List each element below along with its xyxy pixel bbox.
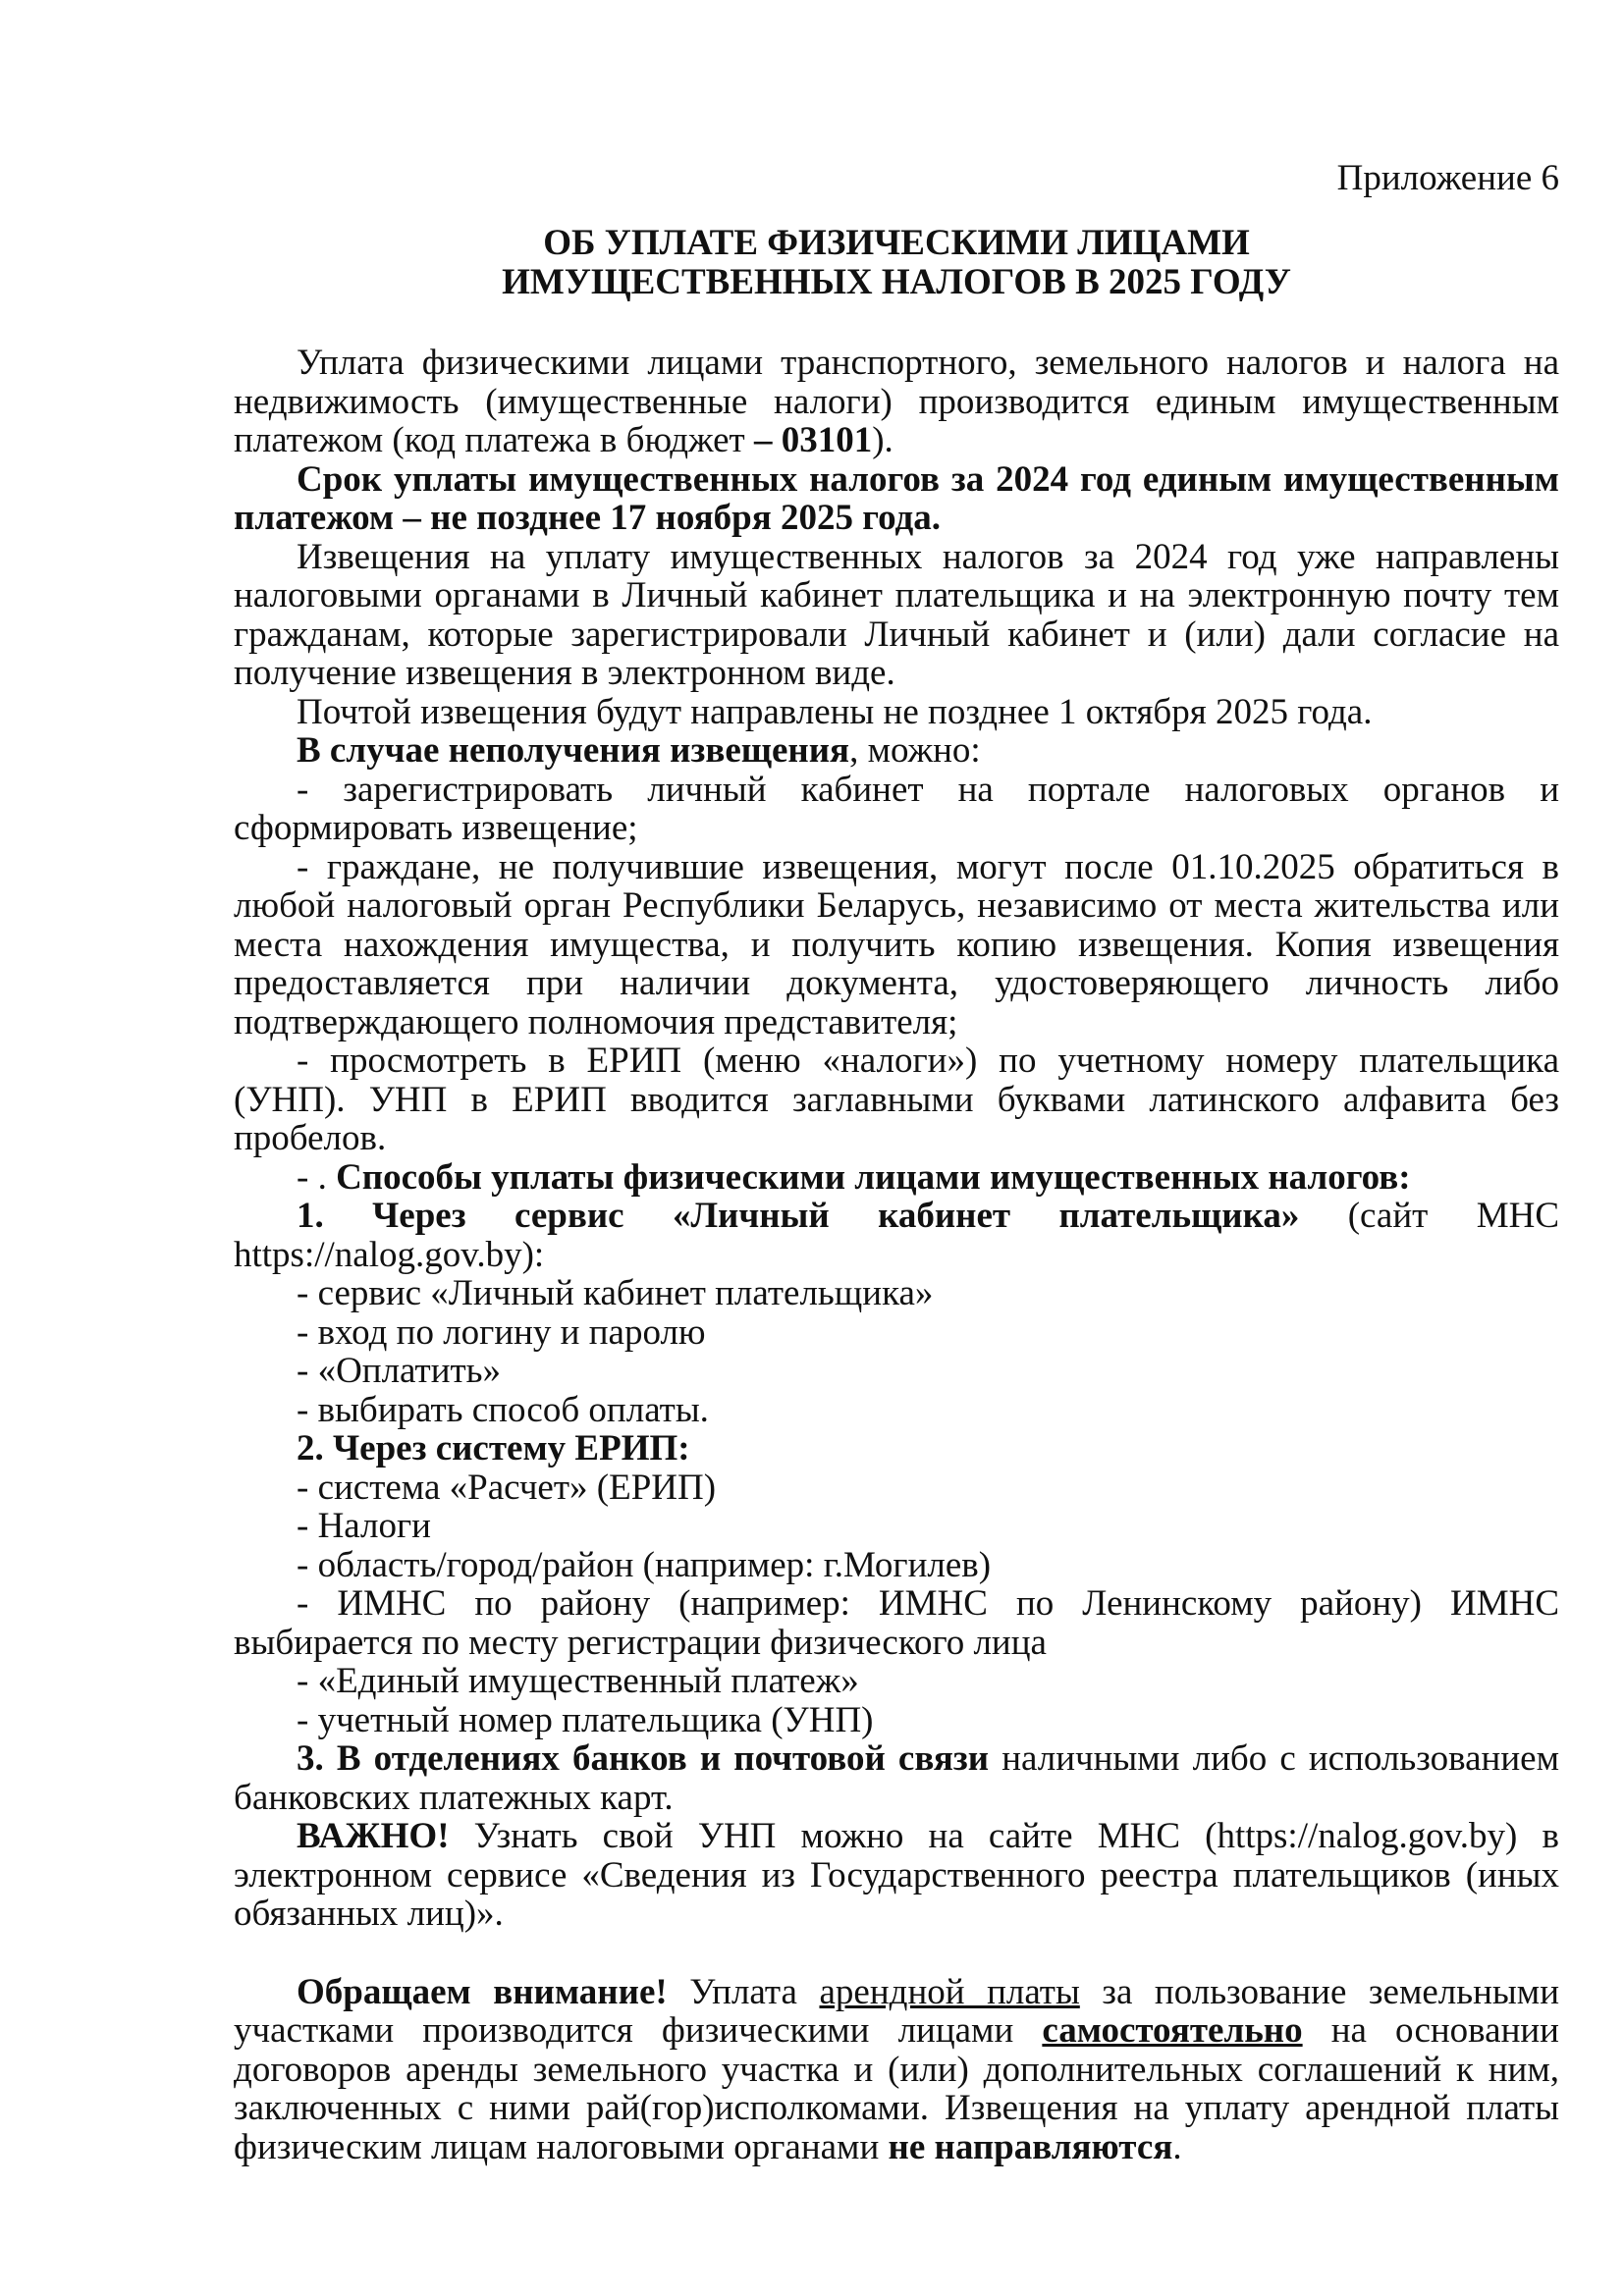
document-title (234, 224, 1559, 302)
method-2-step: - учетный номер плательщика (УНП) (297, 1699, 874, 1740)
important-paragraph: ВАЖНО! Узнать свой УНП можно на сайте МНС (https://nalog.gov.by) в электронном сервисе «Сведения из Государственного реестра плательщиков (иных обязанных лиц)». (234, 1816, 1559, 1934)
method-1-step: - вход по логину и паролю (297, 1311, 706, 1353)
method-3-paragraph: 3. В отделениях банков и почтовой связи наличными либо с использованием банковских платежных карт. (234, 1738, 1559, 1818)
attention-paragraph: Обращаем внимание! Уплата арендной платы за пользование земельными участками производится физическими лицами самостоятельно на основании договоров аренды земельного участка и (или) дополнительных соглашений к ним, заключенных с ними рай(гор)исполкомами. Извещения на уплату арендной платы физическим лицам налоговыми органами не направляются. (234, 1971, 1559, 2167)
payment-code: 03101 (781, 420, 873, 460)
appendix-label: Приложение 6 (1336, 158, 1559, 198)
independently-underlined: самостоятельно (1042, 2010, 1303, 2051)
notices-paragraph: Извещения на уплату имущественных налогов за 2024 год уже направлены налоговыми органами в Личный кабинет плательщика и на электронную почту тем гражданам, которые зарегистрировали Личный кабинет и (или) дали согласие на получение извещения в электронном виде. (234, 536, 1559, 693)
method-2-step: - «Единый имущественный платеж» (297, 1661, 859, 1701)
mail-paragraph: Почтой извещения будут направлены не позднее 1 октября 2025 года. (297, 691, 1373, 732)
non-receipt-paragraph: В случае неполучения извещения, можно: (297, 730, 981, 771)
deadline-paragraph: Срок уплаты имущественных налогов за 2024 год единым имущественным платежом – не позднее 17 ноября 2025 года. (234, 458, 1559, 538)
option-item: - зарегистрировать личный кабинет на портале налоговых органов и сформировать извещение; (234, 769, 1559, 848)
methods-heading: - . Способы уплаты физическими лицами имущественных налогов: (297, 1156, 1411, 1198)
title-line-1: ОБ УПЛАТЕ ФИЗИЧЕСКИМИ ЛИЦАМИ (543, 223, 1250, 263)
method-1-step: - выбирать способ оплаты. (297, 1389, 709, 1430)
method-2-heading: 2. Через систему ЕРИП: (297, 1428, 690, 1468)
intro-paragraph: Уплата физическими лицами транспортного, земельного налогов и налога на недвижимость (имущественные налоги) производится единым имущественным платежом (код платежа в бюджет – 03101). (234, 343, 1559, 460)
method-1-step: - «Оплатить» (297, 1351, 502, 1391)
method-2-step: - система «Расчет» (ЕРИП) (297, 1467, 717, 1508)
rent-payment-underlined: арендной платы (819, 1971, 1080, 2012)
method-1-step: - сервис «Личный кабинет плательщика» (297, 1273, 934, 1313)
method-1-heading: 1. Через сервис «Личный кабинет плательщика» (сайт МНС https://nalog.gov.by): (234, 1196, 1559, 1275)
option-item: - просмотреть в ЕРИП (меню «налоги») по учетному номеру плательщика (УНП). УНП в ЕРИП вводится заглавными буквами латинского алфавита без пробелов. (234, 1041, 1559, 1158)
method-2-step: - Налоги (297, 1506, 431, 1546)
method-2-step: - ИМНС по району (например: ИМНС по Ленинскому району) ИМНС выбирается по месту регистрации физического лица (234, 1583, 1559, 1663)
title-line-2: ИМУЩЕСТВЕННЫХ НАЛОГОВ В 2025 ГОДУ (502, 262, 1291, 302)
method-2-step: - область/город/район (например: г.Могилев) (297, 1544, 992, 1585)
document-body (234, 344, 1559, 2166)
option-item: - граждане, не получившие извещения, могут после 01.10.2025 обратиться в любой налоговый орган Республики Беларусь, независимо от места жительства или места нахождения имущества, и получить копию извещения. Копия извещения предоставляется при наличии документа, удостоверяющего личность либо подтверждающего полномочия представителя; (234, 846, 1559, 1042)
spacer (234, 1934, 1559, 1973)
